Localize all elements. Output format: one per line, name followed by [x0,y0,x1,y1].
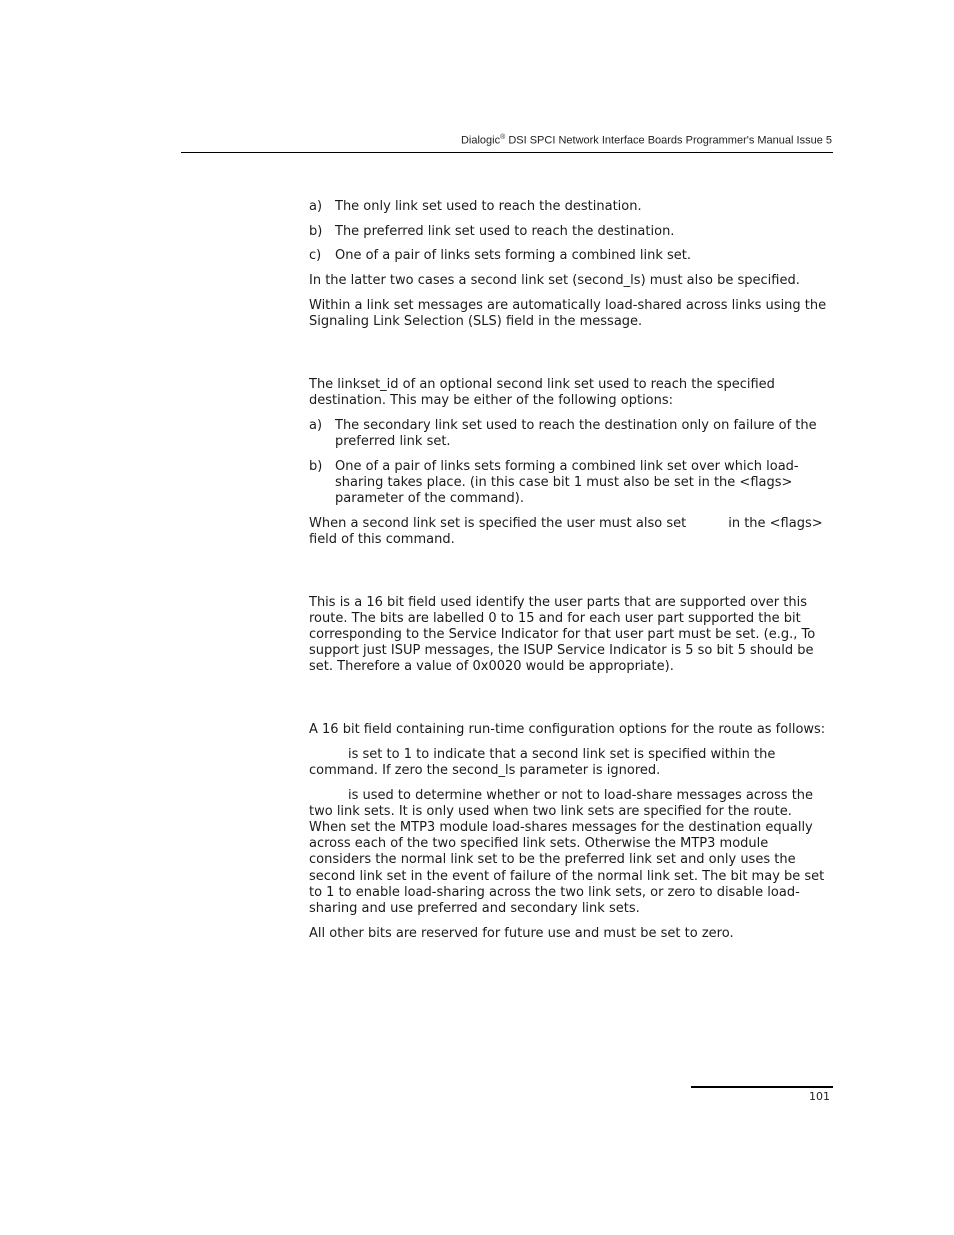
section-gap [309,339,833,377]
paragraph: Within a link set messages are automatically load-shared across links using the Signaling Link Selection (SLS) field in the message. [309,297,827,330]
list-text: The preferred link set used to reach the destination. [335,223,675,239]
header-brand: Dialogic [460,134,501,147]
document-body [309,199,833,951]
footer-rule [691,1086,833,1088]
note-end: in the <flags> field of this command. [309,515,823,547]
list-label: b) [309,223,323,239]
running-header [461,134,832,147]
paragraph: This is a 16 bit field used identify the user parts that are supported over this route. The bits are labelled 0 to 15 and for each user part supported the bit corresponding to the Service Indicator for that user part must be set. (e.g., To support just ISUP messages, the ISUP Service Indicator is 5 so bit 5 should be set. Therefore a value of 0x0020 would be appropriate). [309,594,816,675]
list-item [309,248,833,264]
paragraph [309,788,833,918]
list-item [309,199,833,215]
paragraph [309,747,833,779]
list-item [309,459,833,508]
bit1-text: is used to determine whether or not to load-share messages across the two link sets. It is only used when two link sets are specified for the route. When set the MTP3 module load-shares messages for the destination equally across each of the two specified link sets. Otherwise the MTP3 module considers the normal link set to be the preferred link set and only uses the second link set in the event of failure of the normal link set. The bit may be set to 1 to enable load-sharing across the two link sets, or zero to disable load-sharing and use preferred and secondary link sets. [309,787,825,917]
paragraph: A 16 bit field containing run-time configuration options for the route as follows: [309,722,826,738]
list-label: c) [309,248,322,264]
note-start: When a second link set is specified the user must also set [309,515,687,531]
list-label: a) [309,417,323,433]
list-text: The secondary link set used to reach the destination only on failure of the preferred link set. [335,417,817,449]
section-gap [309,557,833,595]
paragraph [309,516,833,548]
paragraph: In the latter two cases a second link set (second_ls) must also be specified. [309,273,800,289]
list-text: One of a pair of links sets forming a combined link set over which load-sharing takes place. (in this case bit 1 must also be set in the <flags> parameter of the command). [335,458,799,506]
list-label: b) [309,458,323,474]
section-gap [309,684,833,722]
page-number: 101 [809,1090,830,1103]
paragraph: All other bits are reserved for future use and must be set to zero. [309,925,734,941]
list-item [309,224,833,240]
list-item [309,418,833,450]
bit0-text: is set to 1 to indicate that a second link set is specified within the command. If zero the second_ls parameter is ignored. [309,746,776,778]
header-rule [181,152,833,153]
paragraph: The linkset_id of an optional second link set used to reach the specified destination. This may be either of the following options: [309,376,775,408]
header-title: DSI SPCI Network Interface Boards Programmer's Manual Issue 5 [505,134,832,147]
registered-mark: ® [500,134,506,141]
list-text: The only link set used to reach the destination. [335,199,642,214]
list-label: a) [309,199,323,214]
list-text: One of a pair of links sets forming a combined link set. [335,248,692,264]
